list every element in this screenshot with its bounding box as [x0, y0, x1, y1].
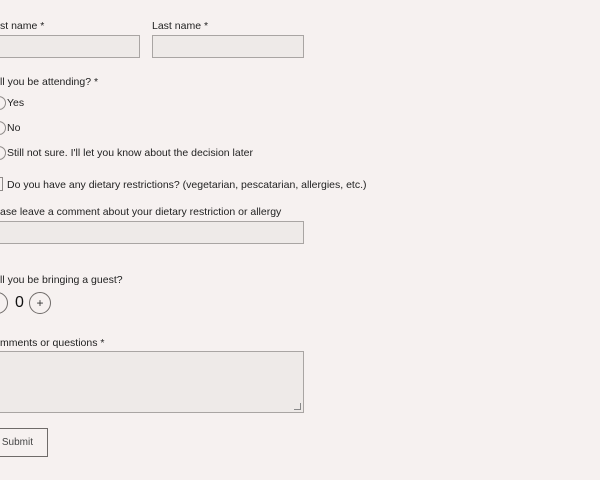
attending-unsure-label: Still not sure. I'll let you know about the decision later — [7, 147, 253, 159]
guest-count: 0 — [15, 294, 24, 311]
comments-textarea[interactable] — [0, 351, 304, 413]
attending-question: ll you be attending? * — [0, 76, 99, 88]
comments-label: mments or questions * — [0, 337, 105, 349]
guest-increment-button[interactable] — [29, 292, 51, 314]
plus-icon: + — [36, 296, 44, 310]
dietary-checkbox[interactable] — [0, 177, 3, 191]
dietary-comment-label: ase leave a comment about your dietary restriction or allergy — [0, 206, 282, 218]
attending-yes-label: Yes — [7, 97, 25, 109]
last-name-input[interactable] — [152, 35, 304, 58]
dietary-comment-input[interactable] — [0, 221, 304, 244]
last-name-label: Last name * — [152, 20, 209, 32]
submit-button[interactable] — [0, 428, 48, 457]
submit-label: Submit — [1, 437, 33, 448]
attending-yes-radio[interactable] — [0, 96, 6, 110]
attending-no-label: No — [7, 122, 21, 134]
first-name-input[interactable] — [0, 35, 140, 58]
dietary-checkbox-label: Do you have any dietary restrictions? (vegetarian, pescatarian, allergies, etc.) — [7, 179, 367, 191]
resize-grip-icon[interactable] — [294, 403, 301, 410]
attending-no-radio[interactable] — [0, 121, 6, 135]
first-name-label: st name * — [0, 20, 45, 32]
guest-decrement-button[interactable] — [0, 292, 8, 314]
attending-unsure-radio[interactable] — [0, 146, 6, 160]
guest-question: ll you be bringing a guest? — [0, 274, 123, 286]
